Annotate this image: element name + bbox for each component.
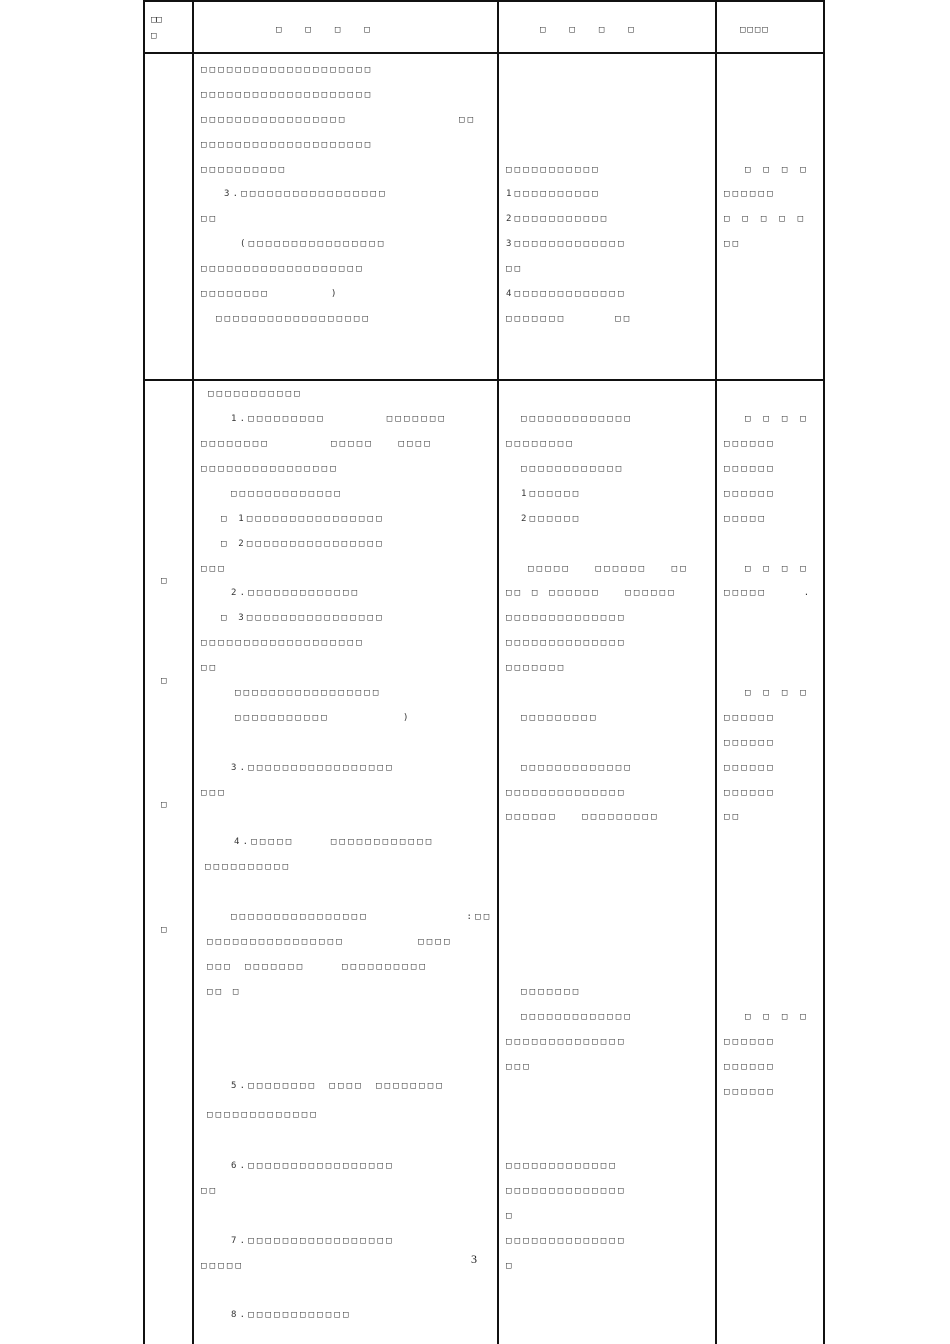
text-line: □□□□□□□□□□□□□ <box>521 1012 634 1022</box>
text-line: □ □ □ □ □ <box>724 214 806 224</box>
header-col2: □ □ □ □ <box>276 25 372 35</box>
text-line: 7.□□□□□□□□□□□□□□□□□ <box>231 1236 395 1246</box>
text-line: 6.□□□□□□□□□□□□□□□□□ <box>231 1161 395 1171</box>
text-line: □□□□□□ <box>724 489 776 499</box>
text-line: 2□□□□□□□□□□□ <box>506 214 610 224</box>
text-line: □□ <box>459 115 477 125</box>
text-line: □□□□□ <box>201 1261 245 1271</box>
text-line: □ □ □ □ <box>745 688 808 698</box>
text-line: □□ □ □□□□□□ □□□□□□ <box>506 588 677 598</box>
header-divider <box>143 52 825 54</box>
text-line: □□□□□□□□□□□□□ <box>207 1110 320 1120</box>
text-line: □ <box>161 576 167 586</box>
text-line: □□□□□□ <box>724 189 776 199</box>
text-line: □□□□□□ <box>724 1062 776 1072</box>
text-line: □□□□□□ <box>724 713 776 723</box>
text-line: □ <box>506 1211 515 1221</box>
text-line: □□□□□□□□□□□ <box>208 389 303 399</box>
text-line: □□ <box>201 214 219 224</box>
text-line: □□□□□□ <box>724 763 776 773</box>
text-line: □□ <box>724 812 742 822</box>
text-line: □□□□□ □□□□□□ □□ <box>528 564 689 574</box>
text-line: □□□□□□□□ ) <box>201 289 340 299</box>
text-line: □□ <box>201 663 219 673</box>
text-line: □□□□□□□□□□□□□□ <box>506 1037 627 1047</box>
text-line: □□□□□□□□ <box>506 439 575 449</box>
text-line: 1□□□□□□□□□□ <box>506 189 601 199</box>
text-line: □□□□□□□□□□□□□□ <box>506 1236 627 1246</box>
text-line: 2.□□□□□□□□□□□□□ <box>231 588 361 598</box>
text-line: □□□□□□□□ □□□□□ □□□□ <box>201 439 433 449</box>
text-line: 3□□□□□□□□□□□□□ <box>506 239 627 249</box>
text-line: □□□□□□□□□□□□□□□□ □□□□ <box>207 937 453 947</box>
text-line: □□□□□□ <box>724 788 776 798</box>
text-line: □□ <box>201 1186 219 1196</box>
text-line: □□□□□□□□□□□□□ <box>521 414 634 424</box>
text-line: □□□□□□□□□□□□□□ <box>506 788 627 798</box>
page-number: 3 <box>471 1252 477 1266</box>
text-line: □□□□□□□□□□□□□□□□□□□ <box>201 638 365 648</box>
text-line: □ □ □ □ <box>745 1012 808 1022</box>
text-line: □□□□□□□□□□□□□□□□□□□ <box>201 264 365 274</box>
text-line: 2□□□□□□ <box>521 514 582 524</box>
header-col4: □□□□ <box>740 25 770 35</box>
text-line: □□□□□□□□□□□□□□ <box>506 1186 627 1196</box>
table-divider-3 <box>715 0 717 1344</box>
text-line: □□ <box>506 264 524 274</box>
text-line: □□□ <box>201 788 227 798</box>
text-line: □ □ □ □ <box>745 414 808 424</box>
text-line: □□□□□□ <box>724 1037 776 1047</box>
table-divider-2 <box>497 0 499 1344</box>
text-line: □□□□□□□ <box>521 987 582 997</box>
text-line: □□□□□□□□□□□□□□□□ :□□ <box>231 912 493 922</box>
text-line: □□□□□□ <box>724 439 776 449</box>
text-line: □□□□□□□□□□□□□□ <box>506 638 627 648</box>
text-line: 5.□□□□□□□□ □□□□ □□□□□□□□ <box>231 1081 446 1091</box>
text-line: □□□ <box>506 1062 532 1072</box>
header-col1: □□ □ <box>151 15 162 41</box>
text-line: □□□□□□ <box>724 738 776 748</box>
text-line: □□□□□□□□□□□ <box>506 165 601 175</box>
text-line: □□□□□□□□□□□□□□□□□ <box>201 115 348 125</box>
text-line: □□□ □□□□□□□ □□□□□□□□□□ <box>207 962 429 972</box>
text-line: 8.□□□□□□□□□□□□ <box>231 1310 352 1320</box>
text-line: □□□□□□□□□□□□□□□□□□□□ <box>201 140 374 150</box>
text-line: □ <box>161 800 167 810</box>
text-line: □□ □ <box>207 987 242 997</box>
text-line: □ <box>161 676 167 686</box>
text-line: □□□□□□□□□□□□□□□□□□□□ <box>201 90 374 100</box>
text-line: □□ <box>724 239 742 249</box>
text-line: □□□□□□□□□□□□ <box>521 464 625 474</box>
text-line: □□□□□□□□□□□□□□□□□ <box>235 688 382 698</box>
text-line: 4□□□□□□□□□□□□□ <box>506 289 627 299</box>
text-line: □□□□□□□□□□□□□□□□ <box>201 464 339 474</box>
text-line: □□□□□ . <box>724 588 813 598</box>
text-line: (□□□□□□□□□□□□□□□□ <box>240 239 387 249</box>
text-line: □□□□□□□□□□ <box>201 165 288 175</box>
text-line: □□□□□□□ □□ <box>506 314 633 324</box>
text-line: □ □ □ □ <box>745 564 808 574</box>
text-line: □□□□□□□ <box>506 663 567 673</box>
text-line: 3.□□□□□□□□□□□□□□□□□ <box>231 763 395 773</box>
text-line: □□□□□□□□□□□□□□□□□□□□ <box>201 65 374 75</box>
table-border-right <box>823 0 825 1344</box>
text-line: □□□□□□□□□□□□□ <box>231 489 344 499</box>
text-line: □□□ <box>201 564 227 574</box>
text-line: 1.□□□□□□□□□ □□□□□□□ <box>231 414 448 424</box>
table-border-left <box>143 0 145 1344</box>
text-line: □ 2□□□□□□□□□□□□□□□□ <box>221 539 385 549</box>
text-line: □□□□□□ <box>724 464 776 474</box>
text-line: □ □ □ □ <box>745 165 808 175</box>
text-line: 4.□□□□□ □□□□□□□□□□□□ <box>234 837 435 847</box>
text-line: □□□□□□□□□□□□□ <box>521 763 634 773</box>
text-line: 1□□□□□□ <box>521 489 582 499</box>
text-line: □□□□□□□□□□□□□□□□□□ <box>216 314 372 324</box>
text-line: □□□□□□□□□ <box>521 713 599 723</box>
text-line: 3.□□□□□□□□□□□□□□□□□ <box>224 189 388 199</box>
table-border-top <box>143 0 825 2</box>
table-divider-1 <box>192 0 194 1344</box>
text-line: □□□□□□□□□□ <box>205 862 292 872</box>
text-line: □ 3□□□□□□□□□□□□□□□□ <box>221 613 385 623</box>
text-line: □□□□□□ □□□□□□□□□ <box>506 812 660 822</box>
text-line: □□□□□□□□□□□□□□ <box>506 613 627 623</box>
text-line: □□□□□□□□□□□□□ <box>506 1161 619 1171</box>
text-line: □□□□□ <box>724 514 768 524</box>
text-line: □□□□□□ <box>724 1087 776 1097</box>
row-divider <box>143 379 825 381</box>
text-line: □ 1□□□□□□□□□□□□□□□□ <box>221 514 385 524</box>
header-col3: □ □ □ □ <box>540 25 636 35</box>
text-line: □ <box>506 1261 515 1271</box>
text-line: □ <box>161 925 167 935</box>
text-line: □□□□□□□□□□□ ) <box>235 713 412 723</box>
